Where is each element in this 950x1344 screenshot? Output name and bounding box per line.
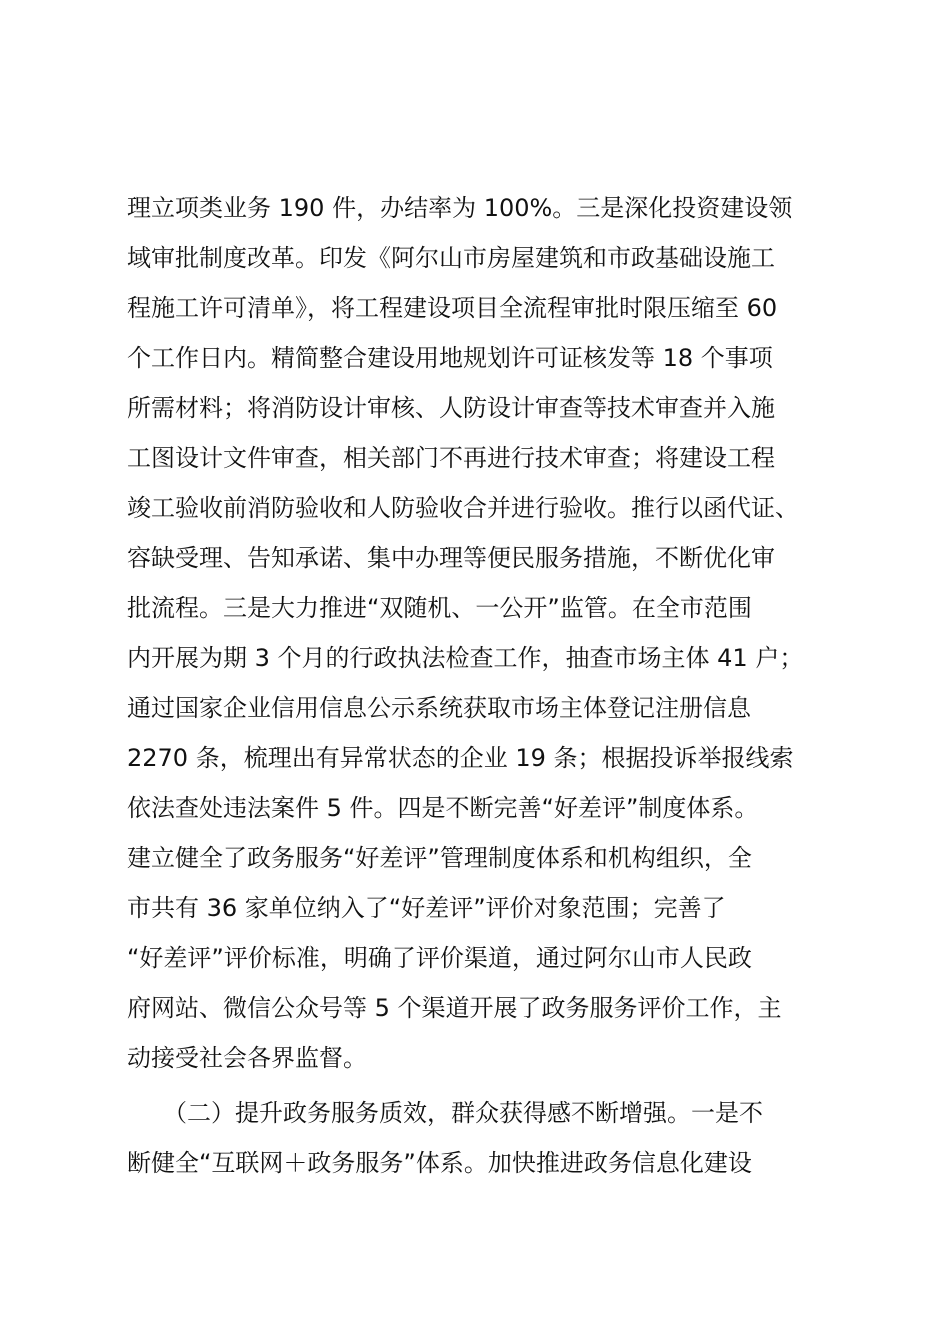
text-line: 断健全“互联网＋政务服务”体系。加快推进政务信息化建设 xyxy=(127,1149,752,1177)
text-line: 建立健全了政务服务“好差评”管理制度体系和机构组织，全 xyxy=(127,844,752,872)
text-line: 所需材料；将消防设计审核、人防设计审查等技术审查并入施 xyxy=(127,394,775,422)
text-line: 动接受社会各界监督。 xyxy=(127,1044,367,1072)
text-line: “好差评”评价标准，明确了评价渠道，通过阿尔山市人民政 xyxy=(127,944,752,972)
text-line: 容缺受理、告知承诺、集中办理等便民服务措施，不断优化审 xyxy=(127,544,775,572)
text-line: 竣工验收前消防验收和人防验收合并进行验收。推行以函代证、 xyxy=(127,494,799,522)
text-line: 内开展为期 3 个月的行政执法检查工作，抽查市场主体 41 户； xyxy=(127,644,804,672)
paragraph-heading-line: （二）提升政务服务质效，群众获得感不断增强。一是不 xyxy=(127,1099,763,1127)
text-line: 2270 条，梳理出有异常状态的企业 19 条；根据投诉举报线索 xyxy=(127,744,794,772)
text-line: 域审批制度改革。印发《阿尔山市房屋建筑和市政基础设施工 xyxy=(127,244,775,272)
text-line: 理立项类业务 190 件，办结率为 100%。三是深化投资建设领 xyxy=(127,194,793,222)
text-line: 市共有 36 家单位纳入了“好差评”评价对象范围；完善了 xyxy=(127,894,726,922)
text-line: 个工作日内。精简整合建设用地规划许可证核发等 18 个事项 xyxy=(127,344,773,372)
body-text xyxy=(127,183,847,1188)
text-line: 依法查处违法案件 5 件。四是不断完善“好差评”制度体系。 xyxy=(127,794,759,822)
text-line: 府网站、微信公众号等 5 个渠道开展了政务服务评价工作，主 xyxy=(127,994,782,1022)
text-line: 通过国家企业信用信息公示系统获取市场主体登记注册信息 xyxy=(127,694,751,722)
text-line: 批流程。三是大力推进“双随机、一公开”监管。在全市范围 xyxy=(127,594,752,622)
text-line: 程施工许可清单》，将工程建设项目全流程审批时限压缩至 60 xyxy=(127,294,778,322)
text-line: 工图设计文件审查，相关部门不再进行技术审查；将建设工程 xyxy=(127,444,775,472)
